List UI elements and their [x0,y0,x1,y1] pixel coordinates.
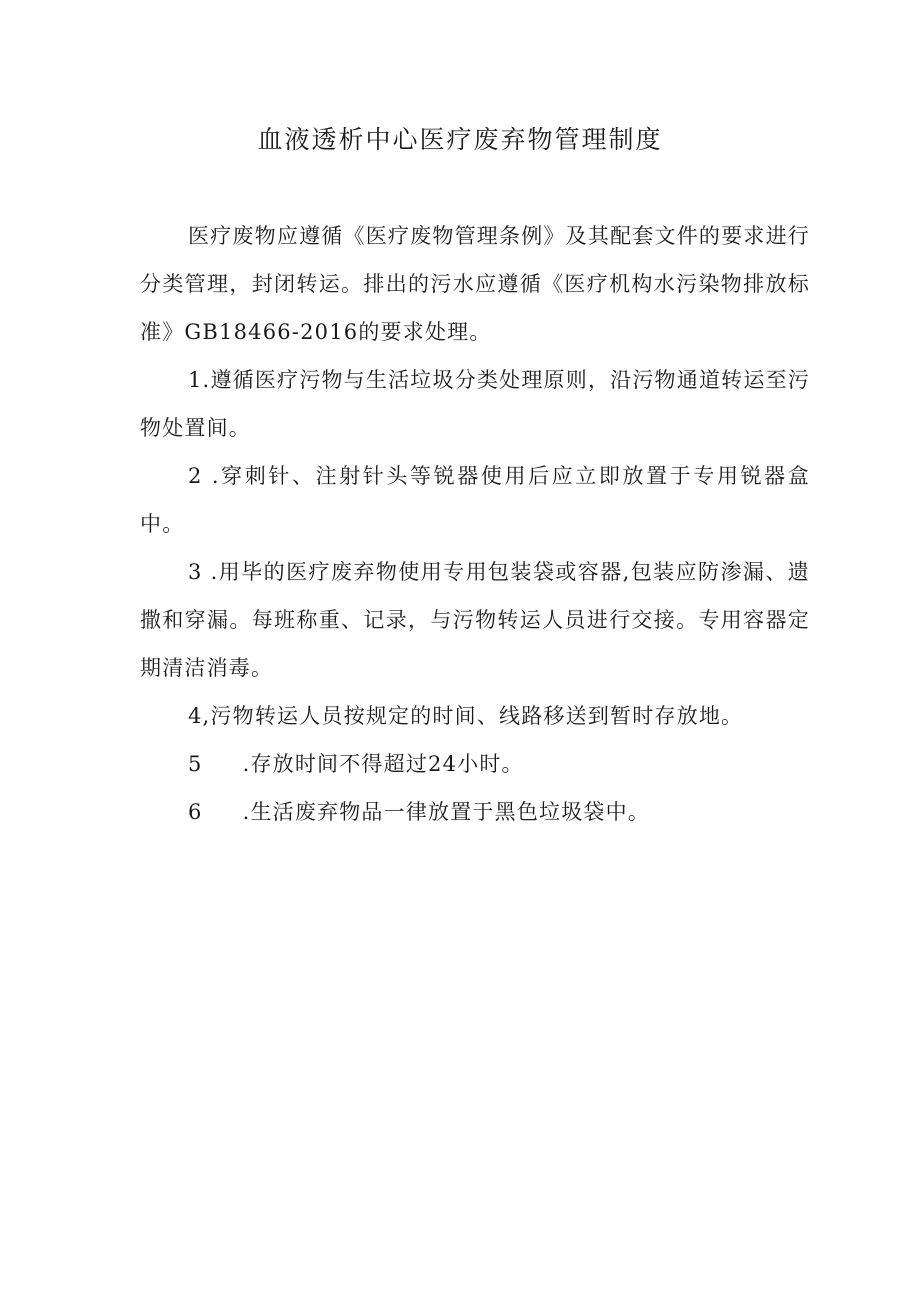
rule-item-5-number: 5 [188,752,203,776]
rule-item-3: 3 .用毕的医疗废弃物使用专用包装袋或容器,包装应防渗漏、遗撒和穿漏。每班称重、记录，与污物转运人员进行交接。专用容器定期清洁消毒。 [140,560,810,680]
rule-item-6-number: 6 [188,800,203,824]
rule-item-5-text: .存放时间不得超过24小时。 [242,752,524,776]
document-title: 血液透析中心医疗废弃物管理制度 [257,125,663,154]
rule-item-5 [140,740,810,788]
rule-item-2: 2 .穿刺针、注射针头等锐器使用后应立即放置于专用锐器盒中。 [140,464,810,536]
rule-item-4: 4,污物转运人员按规定的时间、线路移送到暂时存放地。 [188,704,744,728]
rule-item-6-text: .生活废弃物品一律放置于黑色垃圾袋中。 [242,800,651,824]
rule-item-1: 1.遵循医疗污物与生活垃圾分类处理原则，沿污物通道转运至污物处置间。 [140,368,810,440]
intro-paragraph: 医疗废物应遵循《医疗废物管理条例》及其配套文件的要求进行分类管理，封闭转运。排出的污水应遵循《医疗机构水污染物排放标准》GB18466-2016的要求处理。 [140,224,810,344]
document-body [140,212,810,836]
rule-item-6 [140,788,810,836]
